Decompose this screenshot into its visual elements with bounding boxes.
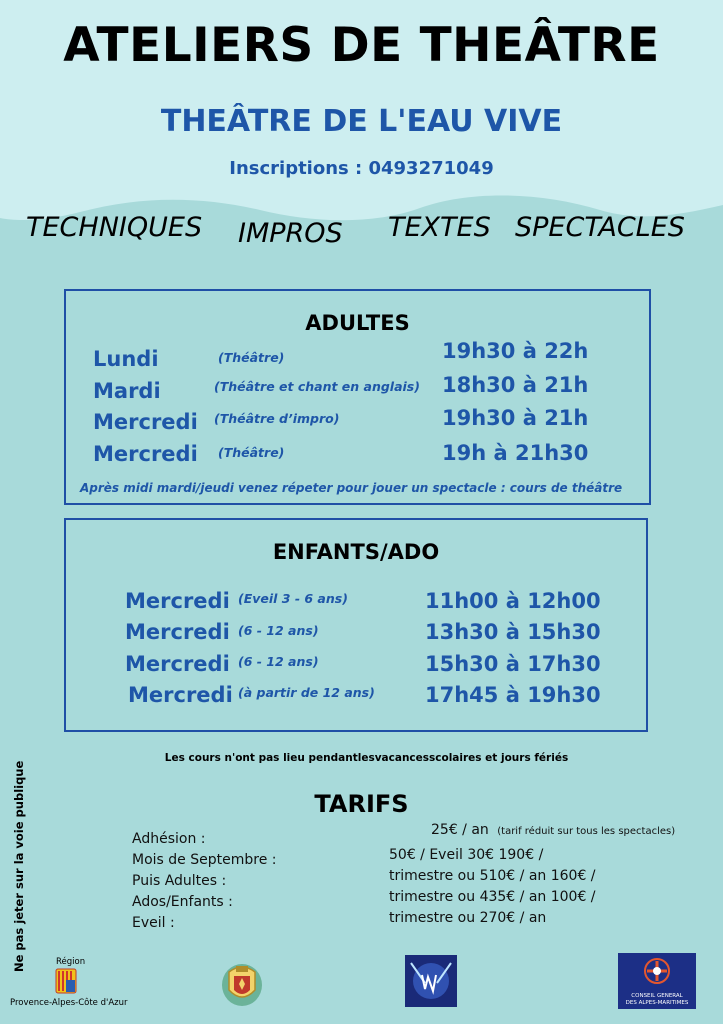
tarif-value: trimestre ou 435€ / an 100€ / — [389, 889, 596, 905]
enfants-row-day: Mercredi — [125, 589, 230, 613]
enfants-row-time: 15h30 à 17h30 — [425, 652, 601, 676]
theatre-name: THEÂTRE DE L'EAU VIVE — [160, 104, 563, 139]
enfants-box — [64, 518, 648, 732]
adultes-row-time: 19h30 à 21h — [442, 406, 589, 430]
adultes-row-time: 19h30 à 22h — [442, 339, 589, 363]
inscription-phone: Inscriptions : 0493271049 — [229, 158, 494, 179]
adultes-row-time: 19h à 21h30 — [442, 441, 589, 465]
region-logo-caption-bottom: Provence-Alpes-Côte d'Azur — [10, 998, 128, 1008]
enfants-row-time: 17h45 à 19h30 — [425, 683, 601, 707]
tarif-adhesion-note: (tarif réduit sur tous les spectacles) — [497, 826, 676, 837]
tarif-value: 50€ / Eveil 30€ 190€ / — [389, 847, 544, 863]
enfants-row-note: (6 - 12 ans) — [238, 654, 319, 669]
adultes-row-time: 18h30 à 21h — [442, 373, 589, 397]
adultes-row-day: Mercredi — [93, 410, 198, 434]
tarifs-title: TARIFS — [314, 790, 409, 818]
conseil-general-logo — [618, 953, 696, 1009]
conseil-caption-1: CONSEIL GENERAL — [631, 993, 683, 999]
tarif-labels — [132, 829, 276, 934]
adultes-box — [64, 289, 651, 505]
enfants-title: ENFANTS/ADO — [272, 540, 440, 564]
adultes-row-day: Mercredi — [93, 442, 198, 466]
enfants-row-day: Mercredi — [125, 620, 230, 644]
enfants-row-note: (6 - 12 ans) — [238, 623, 319, 638]
enfants-row-day: Mercredi — [128, 683, 233, 707]
side-notice: Ne pas jeter sur la voie publique — [12, 760, 26, 972]
closed-notice: Les cours n'ont pas lieu pendantlesvacancesscolaires et jours fériés — [164, 752, 569, 764]
adultes-row-day: Lundi — [93, 347, 159, 371]
tag-textes: TEXTES — [388, 212, 491, 243]
conseil-emblem-icon — [618, 953, 696, 989]
enfants-row-note: (à partir de 12 ans) — [238, 685, 375, 700]
tag-impros: IMPROS — [238, 218, 343, 249]
adultes-row-note: (Théâtre d’impro) — [214, 411, 340, 426]
city-crest-icon — [219, 960, 265, 1008]
page-title: ATELIERS DE THEÂTRE — [63, 18, 660, 73]
enfants-row-time: 11h00 à 12h00 — [425, 589, 601, 613]
adultes-row-note: (Théâtre) — [218, 445, 285, 460]
enfants-row-day: Mercredi — [125, 652, 230, 676]
tag-techniques: TECHNIQUES — [26, 212, 203, 243]
tarif-adhesion-price: 25€ / an — [431, 822, 489, 838]
tarif-label: Mois de Septembre : — [132, 852, 277, 868]
tarif-value: trimestre ou 510€ / an 160€ / — [389, 868, 596, 884]
theatre-logo-icon — [405, 955, 457, 1007]
tarif-value: trimestre ou 270€ / an — [389, 910, 547, 926]
tarif-first-price — [431, 822, 675, 838]
tarif-values — [389, 845, 596, 929]
tarif-label: Adhésion : — [132, 831, 206, 847]
adultes-row-day: Mardi — [93, 379, 161, 403]
tarif-label: Ados/Enfants : — [132, 894, 233, 910]
region-shield-icon — [55, 968, 77, 994]
enfants-row-time: 13h30 à 15h30 — [425, 620, 601, 644]
tarif-label: Eveil : — [132, 915, 175, 931]
adultes-footnote: Après midi mardi/jeudi venez répeter pour jouer un spectacle : cours de théâtre — [80, 481, 623, 495]
region-logo-caption-top: Région — [56, 957, 86, 967]
conseil-caption-2: DES ALPES-MARITIMES — [625, 1000, 689, 1006]
tarif-label: Puis Adultes : — [132, 873, 227, 889]
adultes-row-note: (Théâtre) — [218, 350, 285, 365]
adultes-row-note: (Théâtre et chant en anglais) — [214, 379, 420, 394]
adultes-title: ADULTES — [305, 311, 410, 335]
enfants-row-note: (Eveil 3 - 6 ans) — [238, 591, 348, 606]
tag-spectacles: SPECTACLES — [515, 212, 685, 243]
